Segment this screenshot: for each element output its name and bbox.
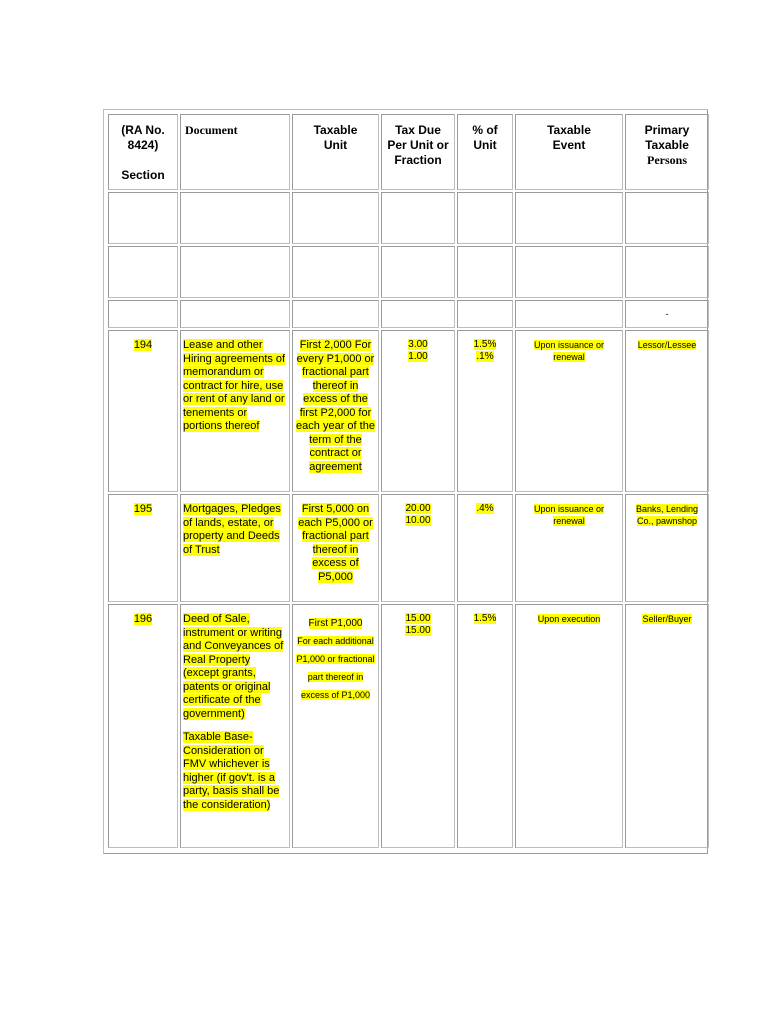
persons-text: Banks, Lending Co., pawnshop xyxy=(635,504,699,526)
tax-cell xyxy=(381,494,455,602)
table-row xyxy=(108,604,709,848)
document-text: Deed of Sale, instrument or writing and Conveyances of Real Property (except grants, patents or original certificate of the government) xyxy=(183,613,284,720)
persons-cell xyxy=(625,330,709,492)
blank-cell xyxy=(292,246,379,298)
header-section-ra: (RA No. 8424) xyxy=(121,123,165,152)
header-percent-text: % of Unit xyxy=(472,123,498,152)
event-cell xyxy=(515,604,623,848)
unit-text: First 2,000 For every P1,000 or fractional part thereof in excess of the first P2,000 for each year of the term of the contract or agreement xyxy=(296,339,375,473)
percent-cell xyxy=(457,604,513,848)
table-row xyxy=(108,330,709,492)
section-number: 194 xyxy=(133,339,153,351)
blank-cell xyxy=(108,300,178,328)
blank-cell xyxy=(515,192,623,244)
header-document: Document xyxy=(180,114,290,190)
tax-value-1: 15.00 xyxy=(405,613,431,624)
blank-cell xyxy=(180,246,290,298)
event-cell xyxy=(515,330,623,492)
unit-cell xyxy=(292,604,379,848)
blank-row-2 xyxy=(108,246,709,298)
blank-cell xyxy=(457,192,513,244)
blank-cell xyxy=(180,192,290,244)
section-number: 196 xyxy=(133,613,153,625)
persons-text: Seller/Buyer xyxy=(642,614,692,624)
header-persons-text: Persons xyxy=(647,153,687,167)
tax-cell xyxy=(381,330,455,492)
blank-cell xyxy=(292,300,379,328)
unit-rest: For each additional P1,000 or fractional part thereof in excess of P1,000 xyxy=(296,636,375,700)
table-row xyxy=(108,494,709,602)
section-cell xyxy=(108,330,178,492)
tax-value-2: 1.00 xyxy=(408,351,428,362)
percent-value-1: 1.5% xyxy=(473,339,497,350)
persons-text: Lessor/Lessee xyxy=(637,340,697,350)
blank-cell xyxy=(457,246,513,298)
tax-value-1: 20.00 xyxy=(405,503,431,514)
header-section-label: Section xyxy=(121,168,165,182)
blank-cell xyxy=(515,246,623,298)
blank-cell xyxy=(515,300,623,328)
document-cell xyxy=(180,330,290,492)
section-cell xyxy=(108,604,178,848)
unit-first: First P1,000 xyxy=(308,618,363,629)
tax-value-2: 10.00 xyxy=(405,515,431,526)
header-tax-due xyxy=(381,114,455,190)
document-text: Mortgages, Pledges of lands, estate, or property and Deeds of Trust xyxy=(183,503,281,556)
tax-value-1: 3.00 xyxy=(408,339,428,350)
blank-cell xyxy=(180,300,290,328)
percent-value-2: .1% xyxy=(476,351,494,362)
event-text: Upon issuance or renewal xyxy=(533,340,605,362)
section-cell xyxy=(108,494,178,602)
event-cell xyxy=(515,494,623,602)
header-row xyxy=(108,114,709,190)
header-section xyxy=(108,114,178,190)
header-percent xyxy=(457,114,513,190)
document-text: Lease and other Hiring agreements of memorandum or contract for hire, use or rent of any land or tenements or portions thereof xyxy=(183,339,286,432)
document-cell xyxy=(180,494,290,602)
persons-cell xyxy=(625,494,709,602)
event-text: Upon issuance or renewal xyxy=(533,504,605,526)
blank-cell xyxy=(625,246,709,298)
document-note: Taxable Base- Consideration or FMV whichever is higher (if gov't. is a party, basis shall be the consideration) xyxy=(183,731,280,811)
section-number: 195 xyxy=(133,503,153,515)
header-taxable-unit xyxy=(292,114,379,190)
unit-text: First 5,000 on each P5,000 or fractional part thereof in excess of P5,000 xyxy=(298,503,373,583)
unit-cell xyxy=(292,494,379,602)
percent-value-1: .4% xyxy=(476,503,494,514)
blank-row-dash: - xyxy=(625,300,709,328)
blank-row-3 xyxy=(108,300,709,328)
tax-value-2: 15.00 xyxy=(405,625,431,636)
documentary-stamp-tax-table xyxy=(106,112,711,850)
blank-cell xyxy=(625,192,709,244)
blank-cell xyxy=(381,300,455,328)
persons-cell xyxy=(625,604,709,848)
blank-cell xyxy=(381,246,455,298)
tax-table-frame xyxy=(103,109,708,854)
header-tax-due-text: Tax Due Per Unit or Fraction xyxy=(387,123,449,167)
percent-value-1: 1.5% xyxy=(473,613,497,624)
blank-row-1 xyxy=(108,192,709,244)
blank-cell xyxy=(457,300,513,328)
unit-cell xyxy=(292,330,379,492)
percent-cell xyxy=(457,494,513,602)
event-text: Upon execution xyxy=(537,614,601,624)
header-taxable-unit-text: Taxable Unit xyxy=(313,123,358,152)
blank-cell xyxy=(108,246,178,298)
header-primary-persons xyxy=(625,114,709,190)
header-taxable-event-text: Taxable Event xyxy=(547,123,591,152)
percent-cell xyxy=(457,330,513,492)
document-cell xyxy=(180,604,290,848)
header-primary-text: Primary Taxable xyxy=(644,123,690,152)
blank-cell xyxy=(381,192,455,244)
blank-cell xyxy=(292,192,379,244)
blank-cell xyxy=(108,192,178,244)
tax-cell xyxy=(381,604,455,848)
header-taxable-event xyxy=(515,114,623,190)
